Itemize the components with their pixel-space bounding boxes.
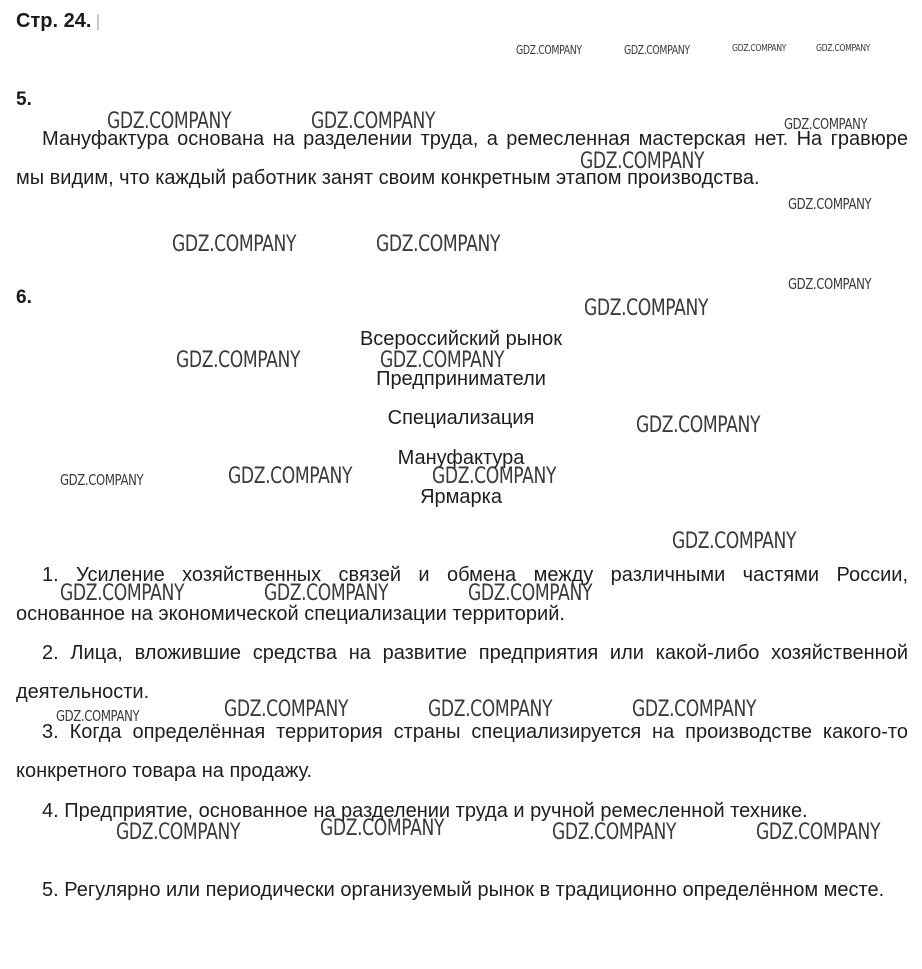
definition-1-text: 1. Усиление хозяйственных связей и обмена между различными частями России, основанное на экономической специализации территорий. — [16, 564, 908, 625]
watermark: GDZ.COMPANY — [60, 471, 144, 489]
watermark: GDZ.COMPANY — [264, 581, 389, 606]
definition-3 — [16, 713, 908, 791]
watermark: GDZ.COMPANY — [788, 275, 872, 293]
section-6-number: 6. — [16, 287, 32, 308]
watermark: GDZ.COMPANY — [552, 820, 677, 845]
definition-2-text: 2. Лица, вложившие средства на развитие предприятия или какой-либо хозяйственной деятельности. — [16, 642, 908, 703]
definition-4-text: 4. Предприятие, основанное на разделении труда и ручной ремесленной технике. — [42, 800, 808, 822]
watermark: GDZ.COMPANY — [380, 348, 505, 373]
watermark: GDZ.COMPANY — [624, 43, 690, 57]
watermark: GDZ.COMPANY — [672, 529, 797, 554]
watermark: GDZ.COMPANY — [468, 581, 593, 606]
watermark: GDZ.COMPANY — [107, 109, 232, 134]
section-5-number: 5. — [16, 89, 32, 110]
watermark: GDZ.COMPANY — [60, 581, 185, 606]
term-entrepreneurs: Предприниматели — [376, 367, 546, 390]
watermark: GDZ.COMPANY — [224, 697, 349, 722]
definition-2 — [16, 634, 908, 712]
watermark: GDZ.COMPANY — [516, 43, 582, 57]
section-5-text: Мануфактура основана на разделении труда, а ремесленная мастерская нет. На гравюре мы видим, что каждый работник занят своим конкретным этапом производства. — [16, 128, 908, 189]
cursor-mark — [97, 14, 99, 30]
watermark: GDZ.COMPANY — [756, 820, 881, 845]
watermark: GDZ.COMPANY — [580, 149, 705, 174]
page-header — [16, 10, 99, 33]
definition-3-text: 3. Когда определённая территория страны специализируется на производстве какого-то конкретного товара на продажу. — [16, 721, 908, 782]
term-manufactory: Мануфактура — [397, 446, 525, 469]
watermark: GDZ.COMPANY — [428, 697, 553, 722]
watermark: GDZ.COMPANY — [56, 707, 140, 725]
watermark: GDZ.COMPANY — [116, 820, 241, 845]
definition-5 — [16, 871, 908, 910]
terms-list — [0, 320, 922, 518]
watermark: GDZ.COMPANY — [784, 115, 868, 133]
definition-4 — [16, 792, 908, 831]
definition-1 — [16, 556, 908, 634]
watermark: GDZ.COMPANY — [432, 464, 557, 489]
term-all-russian-market: Всероссийский рынок — [359, 328, 563, 350]
term-specialization: Специализация — [387, 407, 535, 429]
watermark: GDZ.COMPANY — [788, 195, 872, 213]
page-title: Стр. 24. — [16, 10, 92, 32]
watermark: GDZ.COMPANY — [636, 413, 761, 438]
watermark: GDZ.COMPANY — [320, 816, 445, 841]
term-fair: Ярмарка — [420, 486, 502, 508]
watermark: GDZ.COMPANY — [632, 697, 757, 722]
definition-5-text: 5. Регулярно или периодически организуемый рынок в традиционно определённом месте. — [42, 879, 885, 901]
watermark: GDZ.COMPANY — [172, 232, 297, 257]
watermark: GDZ.COMPANY — [376, 232, 501, 257]
watermark: GDZ.COMPANY — [228, 464, 353, 489]
watermark: GDZ.COMPANY — [311, 109, 436, 134]
watermark: GDZ.COMPANY — [732, 43, 787, 54]
section-5-answer — [16, 120, 908, 198]
watermark: GDZ.COMPANY — [584, 296, 709, 321]
watermark: GDZ.COMPANY — [816, 43, 871, 54]
watermark: GDZ.COMPANY — [176, 348, 301, 373]
